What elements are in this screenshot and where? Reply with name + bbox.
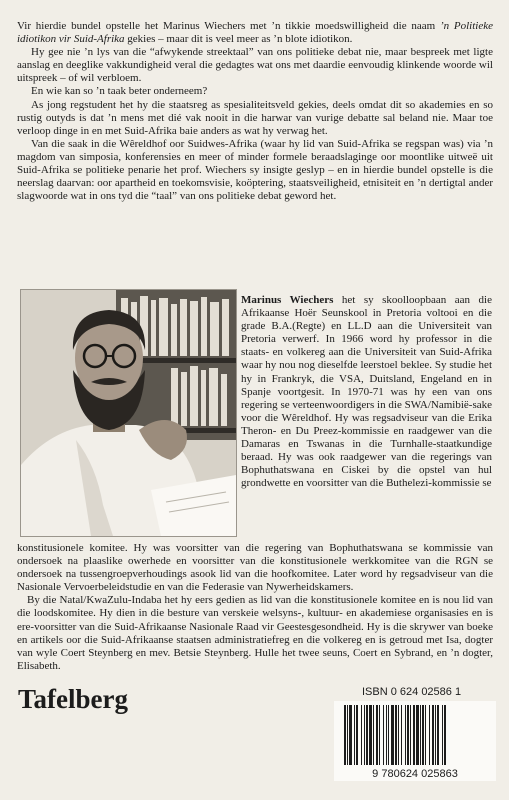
- book-title: ’n Politieke idiotikon vir Suid-Afrika: [17, 20, 493, 46]
- blurb-paragraph: Vir hierdie bundel opstelle het Marinus Wiechers met ’n tikkie moedswilligheid die naam ’n Politieke idiotikon vir Suid-Afrika gekies – maar dit is veel meer as ’n blote idiotikon.: [17, 20, 493, 46]
- barcode-bar: [347, 705, 348, 765]
- barcode-bar: [354, 705, 355, 765]
- barcode-bar: [344, 705, 346, 765]
- barcode-number: 9 780624 025863: [372, 768, 458, 780]
- barcode-bar: [420, 705, 421, 765]
- author-photo: [20, 289, 237, 537]
- barcode-bar: [442, 705, 443, 765]
- barcode-bar: [437, 705, 439, 765]
- barcode-bar: [373, 705, 374, 765]
- barcode-bar: [405, 705, 406, 765]
- blurb-paragraph: Van die saak in die Wêreldhof oor Suidwes-Afrika (waar hy lid van Suid-Afrika se regspan was) via ’n magdom van simposia, konferensies en meer of minder formele beraadslaginge oor moontlike uitweë uit Suid-Afrika se politieke penarie het prof. Wiechers sy insigte geslyp – en in hierdie bundel opstelle is die neerslag daarvan: oor apartheid en toekomsvisie, koöptering, staatsveiligheid, etnisiteit en ’n dertigtal ander slagwoorde wat in ons tyd die “taal” van ons politieke debat geword het.: [17, 137, 493, 203]
- author-bio-paragraph: konstitusionele komitee. Hy was voorsitter van die regering van Bophuthatswana se kommissie van ondersoek na plaaslike owerhede en voorsitter van die konstitusionele werkkomitee van die RGN se ondersoek na tussengroepverhoudings asook lid van die hoofkomitee. Later word hy regsadviseur van die Nasionale Vervoerbeleidstudie en van die Federasie van Nywerheidskamers.: [17, 542, 493, 594]
- barcode-bar: [407, 705, 409, 765]
- barcode-bar: [366, 705, 368, 765]
- barcode-bar: [383, 705, 384, 765]
- barcode-bar: [364, 705, 365, 765]
- author-bio-paragraph: Marinus Wiechers het sy skoolloopbaan aan die Afrikaanse Hoër Seunskool in Pretoria voltooi en die grade B.A.(Regte) en LL.D aan die Universiteit van Pretoria verwerf. In 1966 word hy professor in die staats- en volkereg aan die Universiteit van Suid-Afrika waar hy nou nog dieselfde leerstoel beklee. Sy studie het hy in Frankryk, die VSA, Duitsland, Engeland en in Spanje voortgesit. In 1970-71 was hy een van ons regering se verteenwoordigers in die SWA/Namibië-sake voor die Wêreldhof. Hy was regsadviseur van die Erika Theron- en Du Preez-kommissie en raadgewer van die Damaras en Tswanas in die Turnhalle-staatkundige beraad. Hy was ook raadgewer van die regerings van Bophuthatswana en Ciskei by die opstel van hul grondwette en voorsitter van die Buthelezi-kommissie se: [241, 294, 492, 490]
- barcode-bar: [391, 705, 394, 765]
- barcode-bar: [361, 705, 362, 765]
- barcode-bar: [379, 705, 380, 765]
- barcode-bar: [429, 705, 430, 765]
- barcode-bar: [401, 705, 402, 765]
- author-bio-column: [241, 294, 492, 490]
- barcode-bar: [444, 705, 446, 765]
- barcode-bar: [369, 705, 372, 765]
- barcode-bar: [376, 705, 378, 765]
- blurb-paragraph: Hy gee nie ’n lys van die “afwykende streektaal” van ons politieke debat nie, maar bespreek met ligte aanslag en deeglike vakkundigheid veral die gedagtes wat ons met daardie eenvoudig klinkende woorde wil uitspreek – of wil verbloem.: [17, 46, 493, 85]
- author-bio-paragraph: By die Natal/KwaZulu-Indaba het hy eers gedien as lid van die konstitusionele komitee en is nou lid van die loodskomitee. Hy dien in die besture van verskeie welsyns-, kultuur- en akademiese organisasies en is ere-voorsitter van die Suid-Afrikaanse Nasionale Raad vir Geestesgesondheid. Hy is die skrywer van boeke en artikels oor die Suid-Afrikaanse staatsen administratiefreg en die volkereg en is getroud met Isa, dogter van wyle Coert Steynberg en mev. Betsie Steynberg. Hulle het twee seuns, Coert en Sybrand, en ’n dogter, Elisabeth.: [17, 594, 493, 672]
- barcode-bar: [386, 705, 387, 765]
- barcode-bar: [416, 705, 419, 765]
- blurb-paragraph: As jong regstudent het hy die staatsreg as spesialiteitsveld gekies, deels omdat dit so akademies en so rustig outyds is dat ’n mens met dié vak nooit in die harwar van vurige debatte sal beland nie. Maar toe verloop dinge in en met Suid-Afrika baie anders as wat hy verwag het.: [17, 98, 493, 137]
- barcode-bar: [435, 705, 436, 765]
- barcode: [334, 701, 496, 781]
- barcode-bar: [349, 705, 352, 765]
- barcode-bar: [356, 705, 358, 765]
- author-name: Marinus Wiechers: [241, 294, 334, 306]
- isbn-label: ISBN 0 624 02586 1: [362, 686, 462, 698]
- blurb-paragraph: En wie kan so ’n taak beter onderneem?: [31, 85, 208, 98]
- barcode-bar: [395, 705, 397, 765]
- barcode-bar: [388, 705, 389, 765]
- barcode-bar: [425, 705, 426, 765]
- publisher-logo: Tafelberg: [18, 684, 128, 714]
- barcode-bar: [398, 705, 399, 765]
- barcode-bar: [432, 705, 434, 765]
- blurb: [17, 20, 493, 203]
- author-bio-continued: [17, 542, 493, 673]
- barcode-bar: [410, 705, 411, 765]
- barcode-bar: [413, 705, 415, 765]
- barcode-bar: [422, 705, 424, 765]
